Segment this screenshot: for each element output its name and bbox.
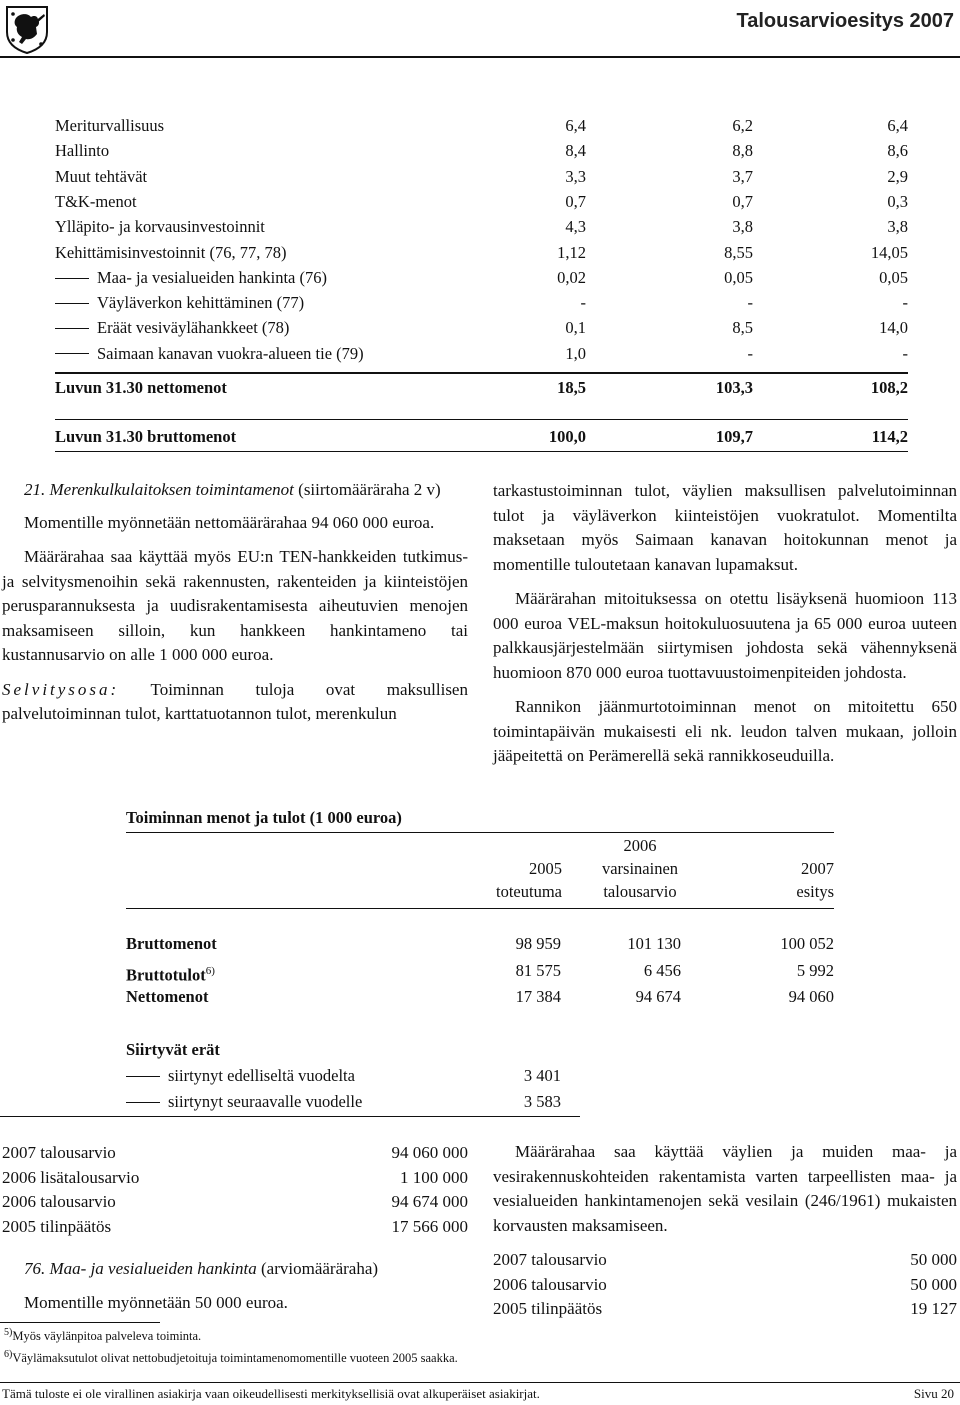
budget-label: 2005 tilinpäätös xyxy=(493,1299,603,1318)
row-value-2006: 8,5 xyxy=(732,318,753,338)
budget-label: 2007 talousarvio xyxy=(493,1250,607,1269)
row-value-2005: - xyxy=(580,293,586,313)
table-row xyxy=(55,315,908,340)
footnote-text: Myös väylänpitoa palveleva toiminta. xyxy=(12,1329,202,1344)
budget-value: 50 000 xyxy=(910,1274,957,1294)
net-expenses-row xyxy=(55,375,908,400)
col-2005-header xyxy=(460,857,562,903)
budget-value: 19 127 xyxy=(910,1299,957,1318)
table-row xyxy=(55,189,908,214)
transfers-title: Siirtyvät erät xyxy=(126,1040,220,1059)
budget-row xyxy=(493,1273,957,1298)
operations-table-top-rule xyxy=(126,832,834,833)
row-label: T&K-menot xyxy=(55,191,137,211)
row-label: Saimaan kanavan vuokra-alueen tie (79) xyxy=(55,341,364,366)
operations-table-bottom-rule xyxy=(0,1116,580,1117)
section-76-title: Maa- ja vesialueiden hankinta xyxy=(49,1259,257,1278)
budget-value: 94 674 000 xyxy=(391,1192,468,1211)
budget-row xyxy=(493,1248,957,1273)
footnote-mark: 5) xyxy=(4,1327,13,1338)
section-21-type: (siirtomääräraha 2 v) xyxy=(298,480,441,499)
row-label-text: Bruttomenot xyxy=(126,934,217,953)
right-bottom-p1: Määrärahaa saa käyttää väylien ja muiden maa- ja vesirakennuskohteiden rakentamista varten tarpeellisten maa- ja vesialueiden hankintamenojen sekä vesilain (246/1961) mukaisten korvausten maksamiseen. xyxy=(493,1142,957,1235)
transfer-row xyxy=(126,1063,834,1089)
table-row xyxy=(126,931,834,957)
footnote-mark: 6) xyxy=(4,1349,13,1360)
row-value-2007: 3,8 xyxy=(887,217,908,237)
row-value-2005: 17 384 xyxy=(515,987,561,1006)
row-value-2005: 3,3 xyxy=(565,166,586,186)
header-rule xyxy=(0,56,960,58)
explanation-label: Selvitysosa: xyxy=(2,679,120,699)
net-rule xyxy=(55,372,908,374)
section-21-p3 xyxy=(2,678,468,727)
transfer-row xyxy=(126,1089,834,1115)
footnote-text: Väylämaksutulot olivat nettobudjetoituja toimintamenomomentille vuoteen 2005 saakka. xyxy=(12,1351,458,1366)
section-21-p1: Momentille myönnetään nettomäärärahaa 94 060 000 euroa. xyxy=(24,512,435,532)
row-value-2007: - xyxy=(902,293,908,313)
gross-label: Luvun 31.30 bruttomenot xyxy=(55,427,237,446)
row-label: Meriturvallisuus xyxy=(55,116,165,135)
section-21-p2: Määrärahaa saa käyttää myös EU:n TEN-hankkeiden tutkimus- ja selvitysmenoihin sekä rakennusten, rakenteiden ja kiinteistöjen perusparannuksesta ja uudisrakentamisesta aiheutuvien menojen maksamiseen silloin, kun hankkeen hankintameno tai kustannusarvio on alle 1 000 000 euroa. xyxy=(2,547,468,664)
section-21-number: 21. xyxy=(24,480,46,499)
header-title: Talousarvioesitys 2007 xyxy=(736,10,954,32)
row-value-2007: 94 060 xyxy=(788,987,834,1006)
row-label xyxy=(126,984,208,1010)
budget-label: 2006 talousarvio xyxy=(2,1192,116,1211)
row-value-2006: 94 674 xyxy=(635,987,681,1006)
table-row xyxy=(55,113,908,138)
row-label: Maa- ja vesialueiden hankinta (76) xyxy=(55,265,327,290)
table-row xyxy=(55,265,908,290)
coat-of-arms-logo xyxy=(4,4,50,54)
budget-value: 94 060 000 xyxy=(391,1143,468,1162)
gross-2005: 100,0 xyxy=(548,427,586,446)
row-value-2007: 8,6 xyxy=(887,141,908,161)
footnote xyxy=(4,1325,201,1344)
section-76-heading xyxy=(24,1257,378,1282)
footer-page: Sivu 20 xyxy=(913,1386,954,1401)
row-value-2005: 0,7 xyxy=(565,191,586,211)
row-label-text: Bruttotulot xyxy=(126,965,206,984)
col-2007-sub: esitys xyxy=(796,882,834,901)
col-2005-year: 2005 xyxy=(529,859,562,878)
budget-label: 2006 talousarvio xyxy=(493,1274,607,1294)
row-value-2005: 1,12 xyxy=(557,242,586,262)
col-2007-year: 2007 xyxy=(801,859,834,878)
row-value-2006: 0,7 xyxy=(732,191,753,211)
table-row xyxy=(126,984,834,1010)
budget-value: 50 000 xyxy=(910,1250,957,1269)
right-column xyxy=(493,479,957,779)
col-2006-header xyxy=(580,834,700,903)
row-label-text: Nettomenot xyxy=(126,987,209,1006)
transfer-value: 3 583 xyxy=(523,1092,561,1111)
net-label: Luvun 31.30 nettomenot xyxy=(55,378,227,397)
row-value-2005: 81 575 xyxy=(515,960,561,980)
gross-2007: 114,2 xyxy=(871,427,908,446)
row-value-2007: 14,05 xyxy=(870,242,908,262)
section-21-title: Merenkulkulaitoksen toimintamenot xyxy=(49,480,294,499)
operations-table-title: Toiminnan menot ja tulot (1 000 euroa) xyxy=(126,808,402,827)
section-76-type: (arviomääräraha) xyxy=(261,1259,379,1278)
row-label: Väyläverkon kehittäminen (77) xyxy=(55,290,304,315)
row-value-2005: 6,4 xyxy=(565,116,586,135)
gross-2006: 109,7 xyxy=(715,427,753,446)
row-value-2006: 6,2 xyxy=(732,116,753,135)
row-value-2006: - xyxy=(747,343,753,363)
budget-label: 2005 tilinpäätös xyxy=(2,1216,112,1236)
footer-rule xyxy=(0,1382,960,1383)
table-row xyxy=(55,240,908,265)
row-value-2007: 6,4 xyxy=(887,116,908,135)
row-value-2005: 8,4 xyxy=(565,141,586,161)
footer-disclaimer: Tämä tuloste ei ole virallinen asiakirja vaan oikeudellisesti merkityksellisiä ovat alkuperäiset asiakirjat. xyxy=(2,1386,540,1401)
budget-row xyxy=(493,1297,957,1322)
row-value-2007: 14,0 xyxy=(879,318,908,338)
section-76-number: 76. xyxy=(24,1259,46,1278)
footnote-ref: 6) xyxy=(205,964,215,977)
right-p1: tarkastustoiminnan tulot, väylien maksullisen palvelutoiminnan tulot ja väyläverkon kiinteistöjen vuokratulot. Momentilta maksetaan myös Saimaan kanavan hoitokunnan menot ja momentille tuloutetaan kanavan lupamaksut. xyxy=(493,481,957,574)
row-label: Ylläpito- ja korvausinvestoinnit xyxy=(55,217,265,237)
row-value-2006: 3,7 xyxy=(732,166,753,186)
operations-table-header-rule xyxy=(126,908,834,909)
budget-label: 2007 talousarvio xyxy=(2,1143,116,1162)
row-label: Muut tehtävät xyxy=(55,166,148,186)
budget-value: 1 100 000 xyxy=(400,1167,468,1187)
explanation-text: Toiminnan tuloja ovat maksullisen palvelutoiminnan tulot, karttatuotannon tulot, merenkulun xyxy=(2,679,468,723)
gross-rule-top xyxy=(55,419,908,420)
row-value-2007: 5 992 xyxy=(796,960,834,980)
table-row xyxy=(55,341,908,366)
table-row xyxy=(55,290,908,315)
budget-row xyxy=(2,1215,468,1240)
right-bottom-text xyxy=(493,1140,957,1248)
footnote-rule xyxy=(0,1322,160,1323)
row-value-2005: 4,3 xyxy=(565,217,586,237)
row-label: Kehittämisinvestoinnit (76, 77, 78) xyxy=(55,242,287,262)
row-value-2005: 0,1 xyxy=(565,318,586,338)
row-value-2006: 0,05 xyxy=(724,267,753,287)
row-value-2005: 98 959 xyxy=(515,934,561,953)
gross-expenses-row xyxy=(55,424,908,449)
col-2007-header xyxy=(740,857,834,903)
net-2006: 103,3 xyxy=(715,378,753,397)
transfer-label: siirtynyt seuraavalle vuodelle xyxy=(126,1089,362,1115)
table-row xyxy=(55,164,908,189)
table-row xyxy=(55,138,908,163)
transfer-label: siirtynyt edelliseltä vuodelta xyxy=(126,1063,355,1089)
budget-row xyxy=(2,1190,468,1215)
budget-label: 2006 lisätalousarvio xyxy=(2,1167,140,1187)
gross-rule-bottom xyxy=(55,451,908,452)
row-value-2007: 2,9 xyxy=(887,166,908,186)
row-value-2005: 1,0 xyxy=(565,343,586,363)
col-2006-year: 2006 xyxy=(623,836,657,855)
row-value-2006: 8,8 xyxy=(732,141,753,161)
budget-row xyxy=(2,1141,468,1166)
row-value-2006: 101 130 xyxy=(627,934,681,953)
col-2005-sub: toteutuma xyxy=(496,882,562,901)
row-label xyxy=(126,931,217,957)
col-2006-sub2: talousarvio xyxy=(603,882,677,901)
footnote xyxy=(4,1347,458,1366)
budget-value: 17 566 000 xyxy=(391,1216,468,1236)
net-2005: 18,5 xyxy=(557,378,586,397)
right-p3: Rannikon jäänmurtotoiminnan menot on mitoitettu 650 toimintapäivän mukaisesti eli nk. leudon talven mukaan, jolloin jääpeitettä on Perämerellä sekä rannikkoseuduilla. xyxy=(493,697,957,765)
row-value-2006: 3,8 xyxy=(732,217,753,237)
net-2007: 108,2 xyxy=(870,378,908,397)
table-row xyxy=(55,214,908,239)
row-value-2007: - xyxy=(902,343,908,363)
col-2006-sub1: varsinainen xyxy=(601,859,679,878)
row-label: Eräät vesiväylähankkeet (78) xyxy=(55,315,289,340)
row-value-2006: 8,55 xyxy=(724,242,753,262)
row-value-2007: 100 052 xyxy=(780,934,834,953)
left-column xyxy=(2,478,468,737)
right-p2: Määrärahan mitoituksessa on otettu lisäyksenä huomioon 113 000 euroa VEL-maksun hoitokuluosuutena ja 65 000 euroa uuteen palkkausjärjestelmään siirtymisen johdosta sekä vähennyksenä huomioon 870 000 euroa tuottavuustoimenpiteiden johdosta. xyxy=(493,589,957,682)
section-76-p1: Momentille myönnetään 50 000 euroa. xyxy=(24,1293,288,1312)
budget-row xyxy=(2,1166,468,1191)
transfer-value: 3 401 xyxy=(523,1066,561,1085)
row-value-2006: 6 456 xyxy=(643,960,681,980)
row-value-2005: 0,02 xyxy=(557,267,586,287)
table-row xyxy=(126,958,834,984)
row-value-2006: - xyxy=(747,293,753,313)
row-value-2007: 0,05 xyxy=(879,267,908,287)
section-21-heading xyxy=(2,478,468,503)
row-label: Hallinto xyxy=(55,141,110,161)
row-value-2007: 0,3 xyxy=(887,191,908,211)
